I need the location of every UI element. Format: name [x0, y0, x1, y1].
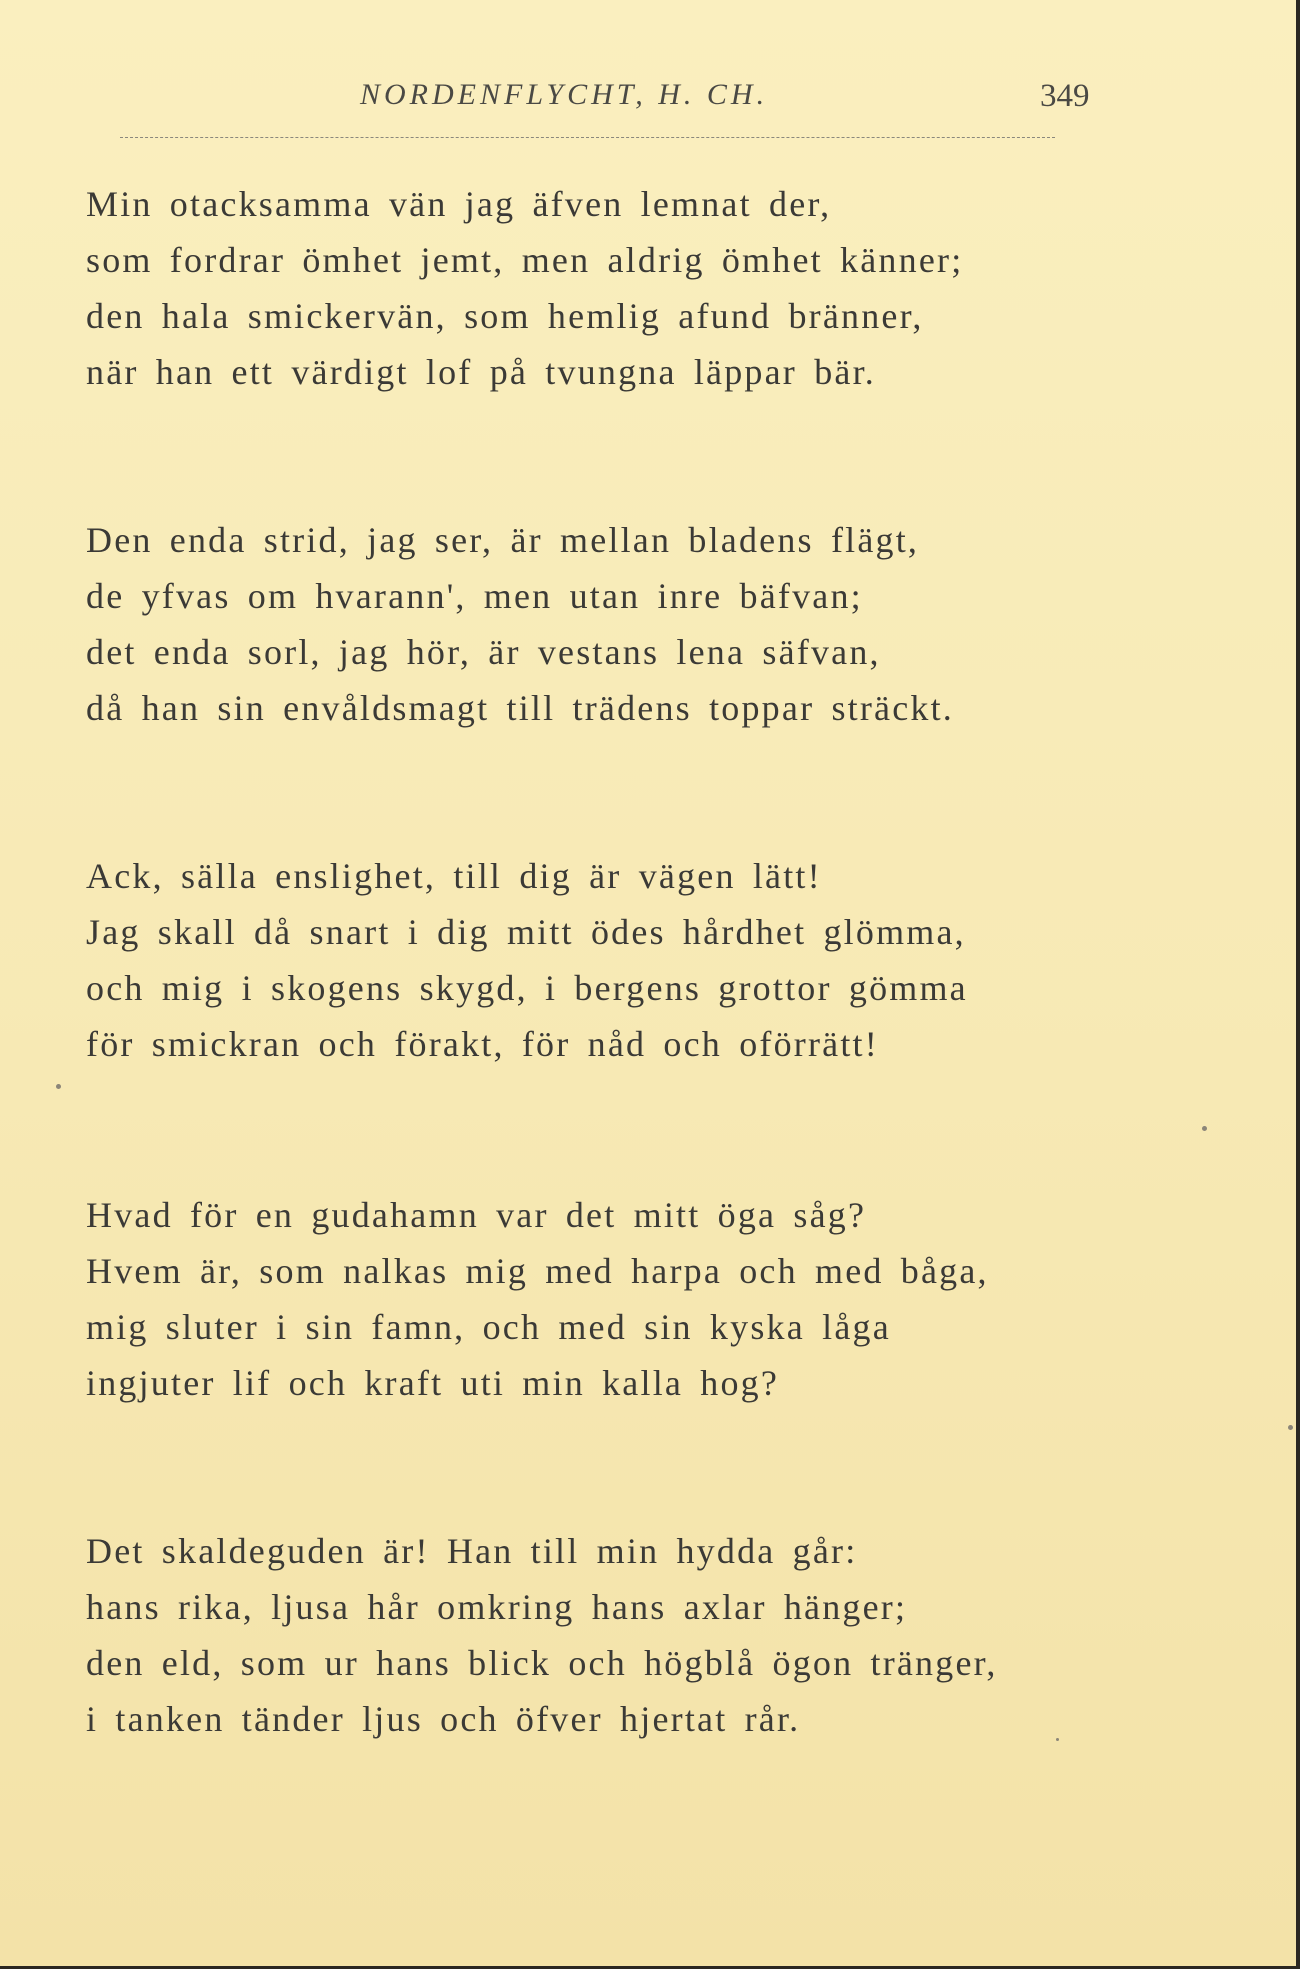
stanza-4 [86, 1187, 1116, 1411]
verse-line: den hala smickervän, som hemlig afund bränner, [86, 296, 924, 336]
paper-speck [1056, 1738, 1059, 1741]
verse-line: och mig i skogens skygd, i bergens grottor gömma [86, 968, 968, 1008]
verse-line: Ack, sälla enslighet, till dig är vägen lätt! [86, 856, 822, 896]
verse-line: för smickran och förakt, för nåd och oförrätt! [86, 1024, 879, 1064]
verse-line: som fordrar ömhet jemt, men aldrig ömhet känner; [86, 240, 964, 280]
verse-line: ingjuter lif och kraft uti min kalla hog? [86, 1363, 780, 1403]
paper-speck [56, 1084, 61, 1089]
verse-line: då han sin envåldsmagt till trädens toppar sträckt. [86, 688, 955, 728]
verse-line: Den enda strid, jag ser, är mellan bladens flägt, [86, 520, 920, 560]
paper-speck [1202, 1126, 1207, 1131]
verse-line: Jag skall då snart i dig mitt ödes hårdhet glömma, [86, 912, 966, 952]
verse-line: det enda sorl, jag hör, är vestans lena säfvan, [86, 632, 881, 672]
verse-line: när han ett värdigt lof på tvungna läppar bär. [86, 352, 876, 392]
verse-line: Hvem är, som nalkas mig med harpa och med båga, [86, 1251, 989, 1291]
verse-line: Det skaldeguden är! Han till min hydda går: [86, 1531, 858, 1571]
verse-line: i tanken tänder ljus och öfver hjertat rår. [86, 1699, 801, 1739]
paper-speck [1288, 1425, 1293, 1430]
verse-line: hans rika, ljusa hår omkring hans axlar hänger; [86, 1587, 908, 1627]
header-rule [120, 137, 1055, 138]
verse-line: den eld, som ur hans blick och högblå ögon tränger, [86, 1643, 998, 1683]
verse-line: de yfvas om hvarann', men utan inre bäfvan; [86, 576, 863, 616]
stanza-5 [86, 1523, 1116, 1747]
stanza-3 [86, 848, 1116, 1072]
verse-line: Min otacksamma vän jag äfven lemnat der, [86, 184, 832, 224]
stanza-2 [86, 512, 1116, 736]
verse-line: Hvad för en gudahamn var det mitt öga såg? [86, 1195, 867, 1235]
running-head: NORDENFLYCHT, H. CH. [360, 78, 769, 111]
page-number: 349 [1040, 78, 1090, 114]
verse-line: mig sluter i sin famn, och med sin kyska låga [86, 1307, 891, 1347]
page-edge [1296, 0, 1300, 1969]
stanza-1 [86, 176, 1116, 400]
